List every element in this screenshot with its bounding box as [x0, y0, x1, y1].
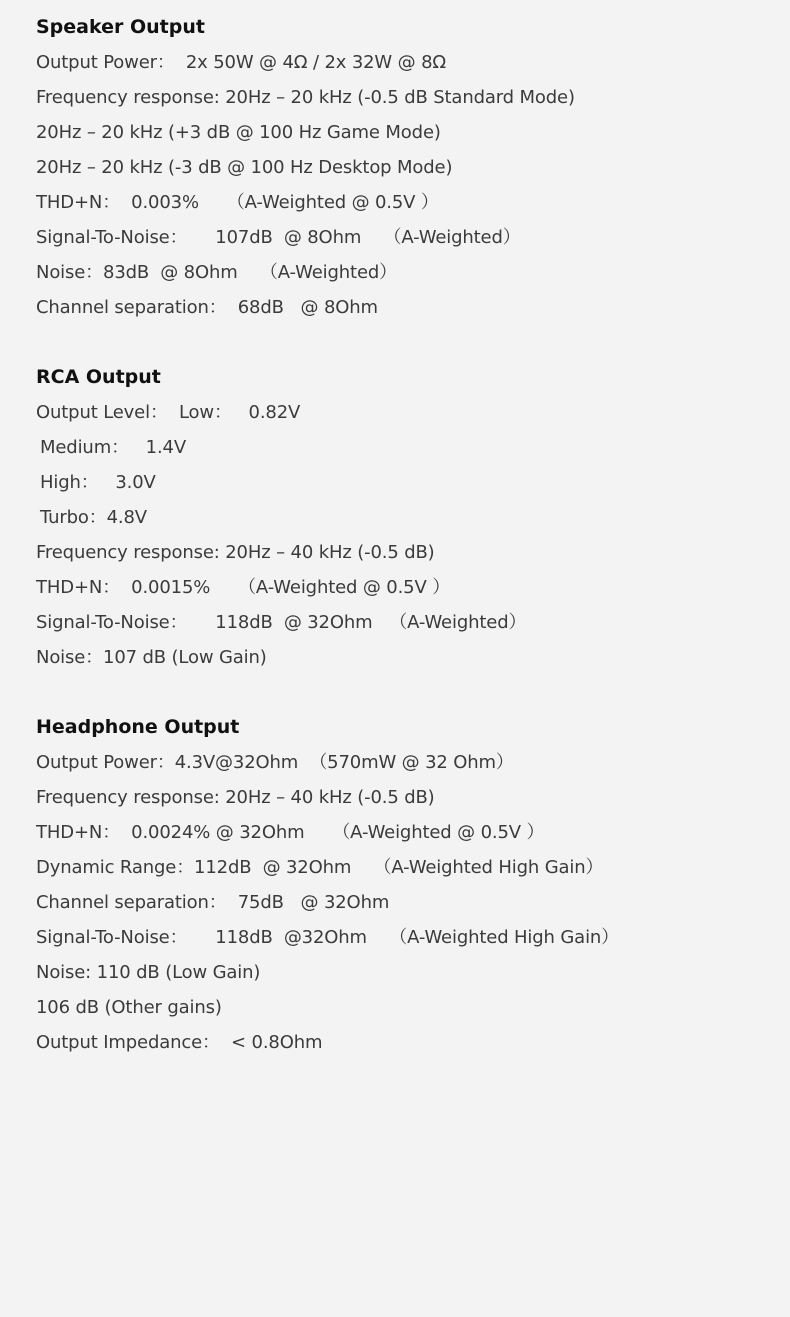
spec-line: Noise：107 dB (Low Gain)	[36, 647, 267, 668]
spec-line: THD+N： 0.0015% （A-Weighted @ 0.5V ）	[36, 577, 451, 598]
spec-line: Signal-To-Noise： 107dB @ 8Ohm （A-Weighted）	[36, 227, 521, 248]
spec-line: Channel separation： 68dB @ 8Ohm	[36, 297, 378, 318]
spec-line: Dynamic Range：112dB @ 32Ohm （A-Weighted High Gain）	[36, 857, 604, 878]
speaker-output-section	[36, 10, 776, 325]
spec-line: THD+N： 0.0024% @ 32Ohm （A-Weighted @ 0.5V ）	[36, 822, 545, 843]
spec-line: Output Power：4.3V@32Ohm （570mW @ 32 Ohm）	[36, 752, 514, 773]
spec-line: Medium： 1.4V	[40, 437, 186, 458]
spec-line: Noise: 110 dB (Low Gain)	[36, 962, 261, 983]
headphone-output-section	[36, 710, 776, 1060]
spec-line: Signal-To-Noise： 118dB @ 32Ohm （A-Weighted）	[36, 612, 527, 633]
spec-line: Signal-To-Noise： 118dB @32Ohm （A-Weighted High Gain）	[36, 927, 620, 948]
spec-line: Frequency response: 20Hz – 40 kHz (-0.5 dB)	[36, 542, 435, 563]
spec-line: 20Hz – 20 kHz (-3 dB @ 100 Hz Desktop Mode)	[36, 157, 453, 178]
spec-line: Noise：83dB @ 8Ohm （A-Weighted）	[36, 262, 398, 283]
spec-line: Frequency response: 20Hz – 20 kHz (-0.5 dB Standard Mode)	[36, 87, 575, 108]
spec-line: Output Level： Low： 0.82V	[36, 402, 301, 423]
spec-line: Turbo：4.8V	[40, 507, 147, 528]
spec-line: High： 3.0V	[40, 472, 156, 493]
spec-line: THD+N： 0.003% （A-Weighted @ 0.5V ）	[36, 192, 439, 213]
spec-line: Output Power： 2x 50W @ 4Ω / 2x 32W @ 8Ω	[36, 52, 446, 73]
section-heading: Speaker Output	[36, 16, 205, 38]
spec-line: Frequency response: 20Hz – 40 kHz (-0.5 dB)	[36, 787, 435, 808]
spec-document	[36, 10, 776, 1095]
section-heading: Headphone Output	[36, 716, 240, 738]
spec-line: Output Impedance： < 0.8Ohm	[36, 1032, 323, 1053]
rca-output-section	[36, 360, 776, 675]
section-heading: RCA Output	[36, 366, 161, 388]
spec-line: Channel separation： 75dB @ 32Ohm	[36, 892, 390, 913]
spec-line: 20Hz – 20 kHz (+3 dB @ 100 Hz Game Mode)	[36, 122, 441, 143]
spec-line: 106 dB (Other gains)	[36, 997, 222, 1018]
